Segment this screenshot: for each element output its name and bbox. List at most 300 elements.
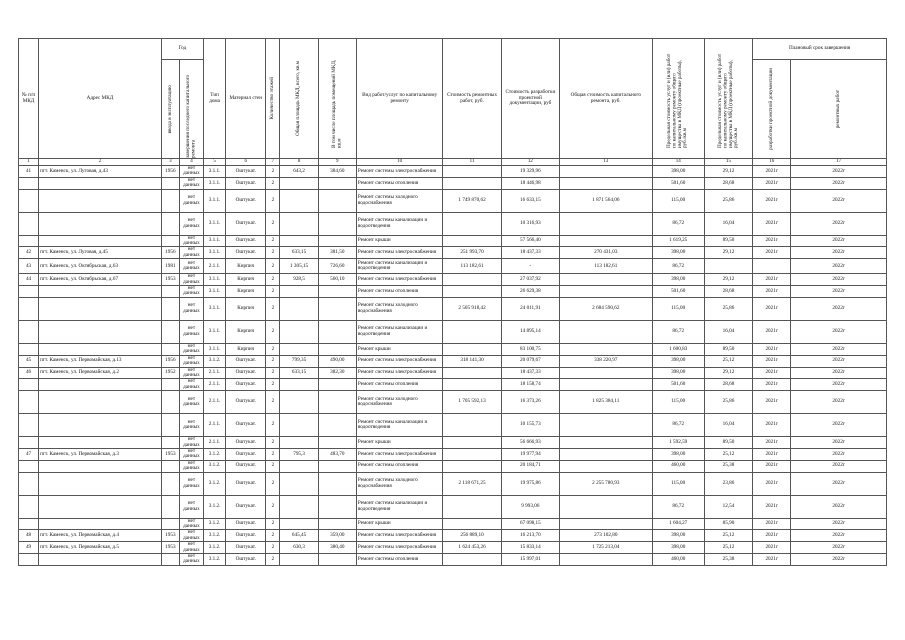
cell-limit-cost-14: 398,00 xyxy=(652,530,704,542)
cell-floors: 2 xyxy=(266,286,280,298)
cell-mkd-address: пгт. Каменск, ул. Октябрьская, д.63 xyxy=(39,259,162,274)
cell-design-deadline: 2021г xyxy=(753,448,791,460)
col-num: 9 xyxy=(318,159,356,166)
cell-commission-year xyxy=(161,343,179,355)
cell-design-deadline: 2021г xyxy=(753,189,791,212)
cell-design-cost: 26 629,38 xyxy=(501,286,559,298)
col-num: 3 xyxy=(161,159,179,166)
cell-limit-cost-15: 29,12 xyxy=(704,247,752,259)
cell-wall-material: Оштукат. xyxy=(226,367,266,379)
cell-last-repair-year: нет данных xyxy=(179,414,203,437)
header-work-type: Вид работ/услуг по капитальному ремонту xyxy=(356,39,442,159)
cell-work-type: Ремонт системы канализации и водоотведения xyxy=(356,320,442,343)
cell-work-type: Ремонт системы отопления xyxy=(356,460,442,472)
cell-wall-material: Оштукат. xyxy=(226,518,266,530)
cell-premises-area: 483,70 xyxy=(318,448,356,460)
cell-total-cost xyxy=(560,554,653,566)
cell-mkd-address: пгт. Каменск, ул. Луговая, д.43 xyxy=(39,166,162,178)
cell-house-type: 2.1.1. xyxy=(204,414,226,437)
cell-total-cost: 273 102,80 xyxy=(560,530,653,542)
cell-house-type: 2.1.1. xyxy=(204,367,226,379)
cell-house-type: 3.1.2. xyxy=(204,554,226,566)
cell-works-deadline: 2022г xyxy=(791,448,887,460)
cell-design-cost: 16 373,26 xyxy=(501,391,559,414)
col-num: 13 xyxy=(560,159,653,166)
cell-mkd-address xyxy=(39,320,162,343)
capital-repair-table-sheet xyxy=(18,38,887,618)
cell-mkd-address xyxy=(39,379,162,391)
cell-limit-cost-15: 25,12 xyxy=(704,530,752,542)
cell-design-cost: 16 633,15 xyxy=(501,189,559,212)
cell-repair-cost xyxy=(443,437,501,449)
cell-total-cost: 2 255 780,93 xyxy=(560,472,653,495)
cell-commission-year xyxy=(161,414,179,437)
cell-repair-cost xyxy=(443,518,501,530)
cell-total-cost xyxy=(560,414,653,437)
cell-design-deadline: 2021г xyxy=(753,177,791,189)
cell-design-cost: 18 158,74 xyxy=(501,379,559,391)
cell-repair-cost xyxy=(443,212,501,235)
cell-design-cost: 9 993,06 xyxy=(501,495,559,518)
cell-limit-cost-14: 460,00 xyxy=(652,554,704,566)
cell-total-cost: 113 182,61 xyxy=(560,259,653,274)
cell-mkd-number: 43 xyxy=(19,259,39,274)
cell-commission-year: 1956 xyxy=(161,247,179,259)
cell-work-type: Ремонт системы канализации и водоотведения xyxy=(356,212,442,235)
cell-commission-year: 1953 xyxy=(161,448,179,460)
cell-house-type: 3.1.2. xyxy=(204,472,226,495)
col-num: 11 xyxy=(443,159,501,166)
cell-floors: 2 xyxy=(266,542,280,554)
cell-design-cost: 15 997,01 xyxy=(501,554,559,566)
cell-floors: 2 xyxy=(266,259,280,274)
cell-limit-cost-15: 28,68 xyxy=(704,379,752,391)
cell-floors: 2 xyxy=(266,518,280,530)
cell-design-cost: 15 833,14 xyxy=(501,542,559,554)
cell-works-deadline: 2022г xyxy=(791,530,887,542)
cell-house-type: 3.1.2. xyxy=(204,448,226,460)
cell-design-cost: 10 316,93 xyxy=(501,212,559,235)
cell-mkd-number xyxy=(19,320,39,343)
cell-premises-area xyxy=(318,343,356,355)
cell-works-deadline: 2022г xyxy=(791,177,887,189)
cell-total-area: 643,2 xyxy=(280,166,318,178)
cell-mkd-address xyxy=(39,297,162,320)
header-premises-area: В том числе площадь помещений МКД, кв.м xyxy=(318,39,356,159)
table-row xyxy=(19,235,887,247)
header-design-deadline: разработки проектной документации xyxy=(753,60,791,159)
cell-wall-material: Оштукат. xyxy=(226,379,266,391)
header-design-cost: Стоимость разработки проектной документации, руб xyxy=(501,39,559,159)
cell-last-repair-year: нет данных xyxy=(179,235,203,247)
cell-total-cost xyxy=(560,235,653,247)
cell-wall-material: Оштукат. xyxy=(226,542,266,554)
cell-house-type: 2.1.1. xyxy=(204,437,226,449)
cell-limit-cost-15: 25,86 xyxy=(704,391,752,414)
cell-total-cost xyxy=(560,367,653,379)
table-row xyxy=(19,518,887,530)
header-repair-cost: Стоимость ремонтных работ, руб. xyxy=(443,39,501,159)
cell-work-type: Ремонт системы холодного водоснабжения xyxy=(356,297,442,320)
cell-work-type: Ремонт системы холодного водоснабжения xyxy=(356,189,442,212)
cell-total-area xyxy=(280,554,318,566)
cell-mkd-address: пгт. Каменск, ул. Первомайская, д.5 xyxy=(39,542,162,554)
col-num: 15 xyxy=(704,159,752,166)
cell-house-type: 3.1.1. xyxy=(204,297,226,320)
cell-commission-year xyxy=(161,297,179,320)
cell-floors: 2 xyxy=(266,391,280,414)
cell-limit-cost-15: 25,12 xyxy=(704,448,752,460)
cell-design-deadline: 2021г xyxy=(753,518,791,530)
cell-last-repair-year: нет данных xyxy=(179,460,203,472)
cell-floors: 2 xyxy=(266,343,280,355)
cell-house-type: 3.1.1. xyxy=(204,320,226,343)
cell-total-area xyxy=(280,189,318,212)
cell-premises-area xyxy=(318,391,356,414)
cell-last-repair-year: нет данных xyxy=(179,189,203,212)
cell-limit-cost-15: 16,04 xyxy=(704,212,752,235)
cell-house-type: 3.1.2. xyxy=(204,542,226,554)
cell-total-cost xyxy=(560,286,653,298)
cell-limit-cost-14: 1 604,27 xyxy=(652,518,704,530)
cell-commission-year xyxy=(161,460,179,472)
cell-works-deadline: 2022г xyxy=(791,320,887,343)
cell-floors: 2 xyxy=(266,379,280,391)
cell-wall-material: Кирпич xyxy=(226,320,266,343)
cell-last-repair-year: нет данных xyxy=(179,320,203,343)
cell-total-area xyxy=(280,286,318,298)
cell-design-cost: 18 446,98 xyxy=(501,177,559,189)
cell-floors: 2 xyxy=(266,414,280,437)
cell-last-repair-year: нет данных xyxy=(179,472,203,495)
cell-house-type: 3.1.2. xyxy=(204,460,226,472)
cell-mkd-number xyxy=(19,379,39,391)
cell-mkd-number xyxy=(19,286,39,298)
cell-commission-year: 1956 xyxy=(161,355,179,367)
cell-mkd-number xyxy=(19,518,39,530)
cell-design-deadline: 2021г xyxy=(753,391,791,414)
cell-limit-cost-14: 1 592,59 xyxy=(652,437,704,449)
header-number: № п/п МКД xyxy=(19,39,39,159)
cell-total-cost xyxy=(560,437,653,449)
cell-last-repair-year: нет данных xyxy=(179,495,203,518)
cell-mkd-address: пгт. Каменск, ул. Первомайская, д.3 xyxy=(39,448,162,460)
cell-floors: 2 xyxy=(266,166,280,178)
cell-floors: 2 xyxy=(266,212,280,235)
cell-wall-material: Оштукат. xyxy=(226,554,266,566)
cell-limit-cost-14: 86,72 xyxy=(652,320,704,343)
table-row xyxy=(19,379,887,391)
cell-design-cost: 19 329,96 xyxy=(501,166,559,178)
table-row xyxy=(19,177,887,189)
cell-limit-cost-15: 25,86 xyxy=(704,297,752,320)
header-limit-cost-14: Предельная стоимость услуг и (или) работ по капитальному ремонту общего имущества в МКД (проектные работы), руб./кв.м xyxy=(652,39,704,159)
cell-works-deadline: 2022г xyxy=(791,274,887,286)
col-num: 14 xyxy=(652,159,704,166)
cell-design-cost: 20 184,71 xyxy=(501,460,559,472)
cell-design-cost: 14 895,14 xyxy=(501,320,559,343)
cell-total-area xyxy=(280,212,318,235)
cell-total-cost xyxy=(560,274,653,286)
cell-commission-year xyxy=(161,495,179,518)
cell-premises-area xyxy=(318,554,356,566)
cell-design-deadline: 2021г xyxy=(753,274,791,286)
cell-design-cost: 24 011,91 xyxy=(501,297,559,320)
col-num: 7 xyxy=(266,159,280,166)
table-row xyxy=(19,247,887,259)
cell-works-deadline: 2022г xyxy=(791,391,887,414)
cell-mkd-address xyxy=(39,437,162,449)
cell-work-type: Ремонт крыши xyxy=(356,235,442,247)
cell-limit-cost-14: 86,72 xyxy=(652,259,704,274)
cell-design-cost: 18 437,33 xyxy=(501,247,559,259)
cell-house-type: 3.1.1. xyxy=(204,274,226,286)
cell-wall-material: Кирпич xyxy=(226,343,266,355)
cell-premises-area xyxy=(318,379,356,391)
cell-limit-cost-15: 25,38 xyxy=(704,554,752,566)
cell-wall-material: Кирпич xyxy=(226,297,266,320)
cell-works-deadline: 2022г xyxy=(791,379,887,391)
cell-premises-area xyxy=(318,495,356,518)
cell-limit-cost-15: 85,90 xyxy=(704,518,752,530)
cell-last-repair-year: нет данных xyxy=(179,379,203,391)
cell-last-repair-year: нет данных xyxy=(179,259,203,274)
cell-design-deadline: 2021г xyxy=(753,212,791,235)
cell-mkd-address: пгт. Каменск, ул. Первомайская, д.13 xyxy=(39,355,162,367)
cell-commission-year xyxy=(161,379,179,391)
cell-commission-year: 1953 xyxy=(161,274,179,286)
table-row xyxy=(19,554,887,566)
col-num: 17 xyxy=(791,159,887,166)
table-row xyxy=(19,212,887,235)
cell-design-deadline: 2021г xyxy=(753,554,791,566)
cell-commission-year: 1956 xyxy=(161,166,179,178)
col-num: 1 xyxy=(19,159,39,166)
table-row xyxy=(19,343,887,355)
cell-house-type: 3.1.2. xyxy=(204,518,226,530)
cell-works-deadline: 2022г xyxy=(791,437,887,449)
cell-mkd-number xyxy=(19,437,39,449)
cell-total-area xyxy=(280,414,318,437)
cell-design-cost: 57 566,40 xyxy=(501,235,559,247)
cell-works-deadline: 2022г xyxy=(791,212,887,235)
cell-limit-cost-14: 501,60 xyxy=(652,177,704,189)
cell-mkd-number: 41 xyxy=(19,166,39,178)
cell-works-deadline: 2022г xyxy=(791,518,887,530)
cell-limit-cost-15 xyxy=(704,259,752,274)
cell-wall-material: Оштукат. xyxy=(226,460,266,472)
cell-design-deadline: 2021г xyxy=(753,235,791,247)
cell-works-deadline: 2022г xyxy=(791,542,887,554)
cell-limit-cost-14: 115,00 xyxy=(652,472,704,495)
cell-limit-cost-15: 28,68 xyxy=(704,177,752,189)
header-row-groups xyxy=(19,39,887,60)
cell-last-repair-year: нет данных xyxy=(179,554,203,566)
cell-repair-cost: 256 889,10 xyxy=(443,530,501,542)
cell-repair-cost xyxy=(443,286,501,298)
cell-design-deadline: 2021г xyxy=(753,495,791,518)
cell-repair-cost: 1 749 870,62 xyxy=(443,189,501,212)
cell-total-area: 928,5 xyxy=(280,274,318,286)
cell-repair-cost xyxy=(443,460,501,472)
cell-mkd-number xyxy=(19,414,39,437)
cell-work-type: Ремонт системы отопления xyxy=(356,286,442,298)
cell-limit-cost-14: 460,00 xyxy=(652,460,704,472)
table-row xyxy=(19,460,887,472)
cell-repair-cost xyxy=(443,367,501,379)
cell-limit-cost-14: 86,72 xyxy=(652,495,704,518)
cell-limit-cost-14: 1 600,83 xyxy=(652,343,704,355)
cell-works-deadline: 2022г xyxy=(791,367,887,379)
cell-last-repair-year: нет данных xyxy=(179,518,203,530)
cell-design-cost: 18 437,33 xyxy=(501,367,559,379)
cell-repair-cost: 318 141,30 xyxy=(443,355,501,367)
cell-design-cost: 10 155,73 xyxy=(501,414,559,437)
cell-mkd-address xyxy=(39,391,162,414)
cell-design-cost: 20 079,67 xyxy=(501,355,559,367)
cell-commission-year xyxy=(161,391,179,414)
cell-wall-material: Оштукат. xyxy=(226,448,266,460)
col-num: 16 xyxy=(753,159,791,166)
cell-total-cost: 1 725 213,04 xyxy=(560,542,653,554)
cell-premises-area: 726,60 xyxy=(318,259,356,274)
cell-total-area: 799,35 xyxy=(280,355,318,367)
cell-total-area xyxy=(280,460,318,472)
cell-mkd-address xyxy=(39,343,162,355)
cell-mkd-address xyxy=(39,177,162,189)
cell-floors: 2 xyxy=(266,437,280,449)
cell-design-deadline: 2021г xyxy=(753,437,791,449)
cell-wall-material: Оштукат. xyxy=(226,437,266,449)
table-header xyxy=(19,39,887,166)
cell-work-type: Ремонт системы канализации и водоотведения xyxy=(356,414,442,437)
cell-total-area xyxy=(280,235,318,247)
cell-works-deadline: 2022г xyxy=(791,472,887,495)
cell-premises-area xyxy=(318,320,356,343)
cell-total-area: 1 305,15 xyxy=(280,259,318,274)
cell-design-cost: 83 100,75 xyxy=(501,343,559,355)
cell-limit-cost-14: 86,72 xyxy=(652,212,704,235)
cell-house-type: 3.1.1. xyxy=(204,212,226,235)
cell-mkd-address: пгт. Каменск, ул. Первомайская, д.2 xyxy=(39,367,162,379)
cell-design-deadline: 2021г xyxy=(753,542,791,554)
cell-work-type: Ремонт системы электроснабжения xyxy=(356,274,442,286)
cell-mkd-address xyxy=(39,212,162,235)
table-row xyxy=(19,286,887,298)
cell-limit-cost-14: 398,00 xyxy=(652,247,704,259)
cell-mkd-number xyxy=(19,495,39,518)
cell-design-deadline: 2021г xyxy=(753,379,791,391)
cell-premises-area: 384,60 xyxy=(318,166,356,178)
table-row xyxy=(19,367,887,379)
cell-limit-cost-14: 398,00 xyxy=(652,448,704,460)
cell-work-type: Ремонт системы электроснабжения xyxy=(356,542,442,554)
cell-premises-area xyxy=(318,189,356,212)
cell-mkd-address xyxy=(39,414,162,437)
cell-total-area: 630,3 xyxy=(280,542,318,554)
cell-premises-area xyxy=(318,518,356,530)
col-num: 6 xyxy=(226,159,266,166)
cell-commission-year xyxy=(161,554,179,566)
cell-repair-cost xyxy=(443,554,501,566)
cell-mkd-number: 44 xyxy=(19,274,39,286)
cell-total-cost: 270 431,03 xyxy=(560,247,653,259)
cell-wall-material: Оштукат. xyxy=(226,212,266,235)
cell-mkd-number: 49 xyxy=(19,542,39,554)
cell-works-deadline: 2022г xyxy=(791,235,887,247)
cell-floors: 2 xyxy=(266,189,280,212)
cell-works-deadline: 2022г xyxy=(791,554,887,566)
cell-works-deadline: 2022г xyxy=(791,286,887,298)
cell-total-area xyxy=(280,518,318,530)
cell-repair-cost xyxy=(443,379,501,391)
cell-limit-cost-15: 28,68 xyxy=(704,286,752,298)
cell-last-repair-year: нет данных xyxy=(179,355,203,367)
cell-last-repair-year: нет данных xyxy=(179,367,203,379)
cell-mkd-number xyxy=(19,212,39,235)
cell-mkd-address xyxy=(39,518,162,530)
cell-last-repair-year: нет данных xyxy=(179,530,203,542)
cell-floors: 2 xyxy=(266,247,280,259)
cell-total-cost: 1 871 564,06 xyxy=(560,189,653,212)
cell-work-type: Ремонт крыши xyxy=(356,518,442,530)
cell-limit-cost-14: 501,60 xyxy=(652,379,704,391)
cell-house-type: 3.1.1. xyxy=(204,235,226,247)
header-year-group: Год xyxy=(161,39,203,60)
cell-total-cost xyxy=(560,320,653,343)
cell-house-type: 3.1.2. xyxy=(204,495,226,518)
table-row xyxy=(19,274,887,286)
cell-total-cost xyxy=(560,448,653,460)
cell-floors: 2 xyxy=(266,274,280,286)
cell-last-repair-year: нет данных xyxy=(179,212,203,235)
cell-design-deadline: 2021г xyxy=(753,355,791,367)
cell-limit-cost-15: 25,12 xyxy=(704,542,752,554)
cell-works-deadline: 2022г xyxy=(791,495,887,518)
cell-work-type: Ремонт системы электроснабжения xyxy=(356,367,442,379)
cell-repair-cost: 251 993,70 xyxy=(443,247,501,259)
cell-design-deadline: 2021г xyxy=(753,460,791,472)
cell-mkd-number xyxy=(19,391,39,414)
cell-repair-cost: 2 118 671,25 xyxy=(443,472,501,495)
table-row xyxy=(19,391,887,414)
cell-works-deadline: 2022г xyxy=(791,297,887,320)
header-commission-year: ввода в эксплуатацию xyxy=(161,60,179,159)
cell-limit-cost-15: 25,38 xyxy=(704,460,752,472)
table-row xyxy=(19,189,887,212)
header-house-type: Тип дома xyxy=(204,39,226,159)
cell-mkd-number: 45 xyxy=(19,355,39,367)
cell-design-cost: 19 975,86 xyxy=(501,472,559,495)
cell-repair-cost xyxy=(443,414,501,437)
cell-mkd-address: пгт. Каменск, ул. Октябрьская, д.67 xyxy=(39,274,162,286)
cell-wall-material: Кирпич xyxy=(226,274,266,286)
cell-house-type: 3.1.2. xyxy=(204,355,226,367)
cell-design-cost: 27 037,92 xyxy=(501,274,559,286)
cell-work-type: Ремонт системы электроснабжения xyxy=(356,247,442,259)
cell-mkd-address xyxy=(39,495,162,518)
cell-work-type: Ремонт крыши xyxy=(356,437,442,449)
cell-mkd-address: пгт. Каменск, ул. Первомайская, д.4 xyxy=(39,530,162,542)
cell-wall-material: Оштукат. xyxy=(226,235,266,247)
cell-mkd-address xyxy=(39,235,162,247)
cell-work-type: Ремонт системы канализации и водоотведения xyxy=(356,495,442,518)
cell-works-deadline: 2022г xyxy=(791,189,887,212)
cell-commission-year: 1953 xyxy=(161,542,179,554)
table-row xyxy=(19,495,887,518)
cell-total-area xyxy=(280,343,318,355)
cell-total-cost xyxy=(560,177,653,189)
